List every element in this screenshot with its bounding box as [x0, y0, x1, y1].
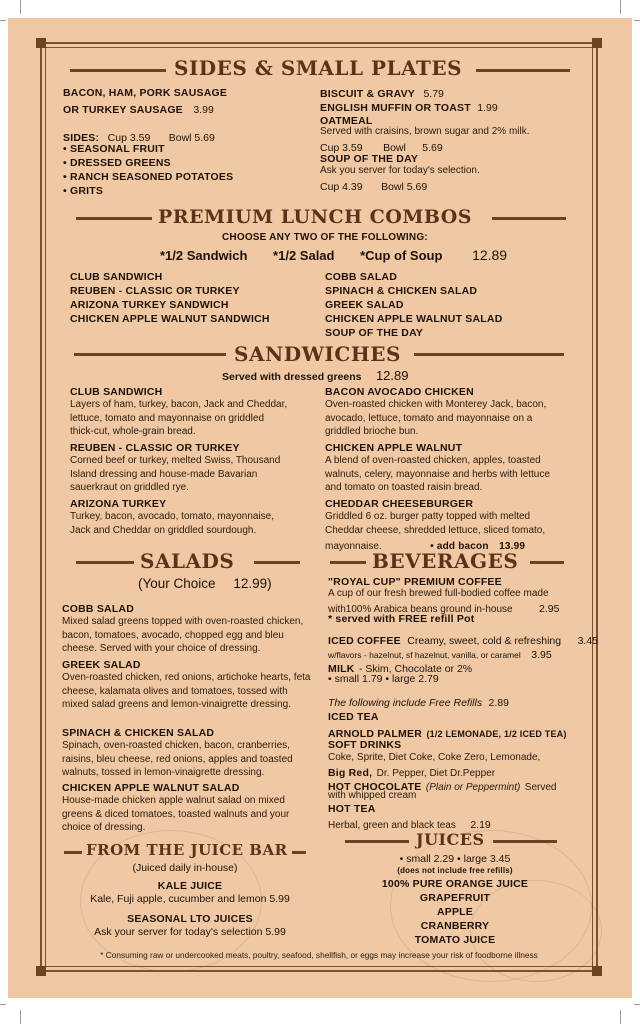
kale-juice-desc: Kale, Fuji apple, cucumber and lemon 5.99 [90, 893, 290, 905]
soft-drinks-desc: Coke, Sprite, Diet Coke, Coke Zero, Lemonade, [328, 752, 541, 763]
salad-desc: Mixed salad greens topped with oven-roasted chicken, bacon, tomatoes, avocado, chopped egg and bleu cheese. Served with your choice of dressing. [62, 616, 304, 654]
hot-tea: HOT TEA [328, 803, 376, 815]
big-red: Big Red, [328, 767, 373, 779]
sandwich-name: REUBEN - CLASSIC OR TURKEY [70, 442, 240, 454]
soup-bowl: Bowl 5.69 [381, 181, 428, 193]
juice-bar-title: FROM THE JUICE BAR [86, 841, 288, 859]
arnold-palmer-desc: (1/2 LEMONADE, 1/2 ICED TEA) [426, 729, 567, 739]
combo-right-item: SPINACH & CHICKEN SALAD [325, 285, 478, 297]
combo-right-item: COBB SALAD [325, 271, 397, 283]
arnold-palmer: ARNOLD PALMER [328, 728, 422, 740]
hot-chocolate-desc-2: with whipped cream [328, 790, 417, 801]
side-item: • RANCH SEASONED POTATOES [63, 171, 234, 183]
sides-title: SIDES & SMALL PLATES [174, 56, 463, 80]
crop-mark [0, 1004, 6, 1005]
salads-title: SALADS [140, 549, 235, 573]
heading-rule [530, 561, 564, 564]
bacon-price: 3.99 [193, 104, 214, 116]
oatmeal: OATMEAL [320, 115, 373, 127]
juice-item: APPLE [436, 906, 473, 918]
combo-left-item: REUBEN - CLASSIC OR TURKEY [70, 285, 240, 297]
sandwich-name: CHICKEN APPLE WALNUT [325, 442, 463, 454]
seasonal-lto-desc: Ask your server for today's selection 5.99 [94, 926, 286, 938]
sides-cup-price: Cup 3.59 [107, 132, 151, 144]
combo-option-salad: *1/2 Salad [273, 248, 335, 263]
combo-right-item: CHICKEN APPLE WALNUT SALAD [325, 313, 503, 325]
corner-ornament [592, 966, 602, 976]
salad-desc: House-made chicken apple walnut salad on mixed greens & diced tomatoes, toasted walnuts and your choice of dressing. [62, 795, 290, 833]
heading-rule [476, 69, 570, 72]
juices-note: (does not include free refills) [397, 866, 513, 875]
coffee-desc-2: with100% Arabica beans ground in-house [328, 604, 513, 615]
side-item: • SEASONAL FRUIT [63, 143, 165, 155]
combos-title: PREMIUM LUNCH COMBOS [158, 206, 473, 228]
heading-rule [76, 561, 134, 564]
flavors-price: 3.95 [531, 649, 552, 661]
heading-rule [345, 840, 409, 843]
sandwich-name: CLUB SANDWICH [70, 386, 163, 398]
combos-subtitle: CHOOSE ANY TWO OF THE FOLLOWING: [222, 232, 428, 243]
add-bacon-price: 13.99 [499, 541, 526, 552]
hot-chocolate-desc: Served [524, 782, 557, 793]
muffin-price: 1.99 [477, 102, 498, 114]
combo-price: 12.89 [472, 247, 508, 263]
sandwich-name: CHEDDAR CHEESEBURGER [325, 498, 474, 510]
milk-sizes: • small 1.79 • large 2.79 [328, 673, 439, 685]
iced-coffee-price: 3.45 [577, 635, 599, 647]
combo-right-item: GREEK SALAD [325, 299, 404, 311]
crop-mark [0, 20, 6, 21]
add-bacon: • add bacon [430, 541, 489, 552]
biscuit-price: 5.79 [423, 88, 444, 100]
beverages-title: BEVERAGES [372, 549, 519, 573]
juices-sizes: • small 2.29 • large 3.45 [399, 853, 511, 865]
heading-rule [254, 561, 300, 564]
crop-mark [20, 1010, 21, 1024]
iced-coffee-desc: Creamy, sweet, cold & refreshing [407, 635, 562, 647]
corner-ornament [36, 966, 46, 976]
heading-rule [492, 217, 566, 220]
salad-desc: Oven-roasted chicken, red onions, artichoke hearts, feta cheese, kalamata olives and tomatoes, tossed with mixed salad greens and lemon-vinaigrette dressing. [62, 672, 311, 710]
salad-name: CHICKEN APPLE WALNUT SALAD [62, 782, 240, 794]
hot-tea-desc: Herbal, green and black teas [328, 820, 456, 831]
crop-mark [620, 0, 621, 14]
sandwich-desc: Layers of ham, turkey, bacon, Jack and Cheddar, lettuce, tomato and mayonnaise on griddled thick-cut, whole-grain bread. [70, 399, 288, 437]
heading-rule [64, 851, 82, 854]
allergen-disclaimer: * Consuming raw or undercooked meats, poultry, seafood, shellfish, or eggs may increase your risk of foodborne illness [100, 950, 538, 960]
sides-bowl-price: Bowl 5.69 [168, 132, 215, 144]
iced-tea: ICED TEA [328, 711, 379, 723]
hot-chocolate-flavors: (Plain or Peppermint) [425, 782, 521, 793]
oatmeal-cup: Cup 3.59 [320, 142, 363, 154]
oatmeal-bowl: Bowl [383, 142, 406, 154]
heading-rule [330, 561, 366, 564]
juice-bar-subtitle: (Juiced daily in-house) [132, 862, 238, 874]
soft-drinks-desc-2: Dr. Pepper, Diet Dr.Pepper [376, 768, 496, 779]
salads-price: 12.99) [233, 576, 272, 591]
juice-item: GRAPEFRUIT [419, 892, 491, 904]
bacon-line-2: OR TURKEY SAUSAGE [63, 104, 183, 116]
coffee-refill: * served with FREE refill Pot [328, 613, 475, 625]
combo-left-item: CLUB SANDWICH [70, 271, 163, 283]
juice-item: TOMATO JUICE [414, 934, 496, 946]
sandwich-desc: Turkey, bacon, avocado, tomato, mayonnaise, Jack and Cheddar on griddled sourdough. [70, 511, 274, 536]
sandwich-desc: Griddled 6 oz. burger patty topped with melted Cheddar cheese, shredded lettuce, sliced tomato, [325, 511, 546, 536]
sandwich-desc: Oven-roasted chicken with Monterey Jack, bacon, avocado, lettuce, tomato and mayonnaise on a griddled brioche bun. [325, 399, 547, 437]
heading-rule [76, 217, 152, 220]
sandwiches-title: SANDWICHES [234, 342, 401, 366]
soup-cup: Cup 4.39 [320, 181, 363, 193]
salads-subtitle: (Your Choice [138, 576, 216, 591]
salad-name: COBB SALAD [62, 603, 134, 615]
salad-desc: Spinach, oven-roasted chicken, bacon, cranberries, raisins, bleu cheese, red onions, apples and toasted walnuts, tossed in lemon-vinaigrette dressing. [62, 740, 293, 778]
hot-tea-price: 2.19 [470, 819, 491, 831]
sandwich-desc: Corned beef or turkey, melted Swiss, Thousand Island dressing and house-made Bavarian sauerkraut on griddled rye. [70, 455, 281, 493]
sides-label: SIDES: [63, 132, 100, 144]
sandwich-name: BACON AVOCADO CHICKEN [325, 386, 474, 398]
crop-mark [20, 0, 21, 14]
heading-rule [74, 353, 226, 356]
biscuit-gravy: BISCUIT & GRAVY [320, 88, 415, 100]
seasonal-lto: SEASONAL LTO JUICES [127, 913, 253, 925]
heading-rule [414, 353, 564, 356]
combo-option-sandwich: *1/2 Sandwich [160, 248, 248, 263]
heading-rule [70, 69, 166, 72]
crop-mark [620, 1010, 621, 1024]
iced-coffee: ICED COFFEE [328, 635, 401, 647]
kale-juice: KALE JUICE [157, 880, 223, 892]
flavors: w/flavors - hazelnut, sf hazelnut, vanilla, or caramel [328, 650, 521, 660]
soft-drinks: SOFT DRINKS [328, 739, 402, 751]
heading-rule [292, 851, 306, 854]
heading-rule [493, 840, 557, 843]
sandwich-desc: A blend of oven-roasted chicken, apples, toasted walnuts, celery, mayonnaise and herbs with lettuce and tomato on toasted raisin bread. [325, 455, 550, 493]
juice-item: CRANBERRY [420, 920, 490, 932]
crop-mark [634, 20, 640, 21]
combo-option-soup: *Cup of Soup [360, 248, 443, 263]
refills-price: 2.89 [488, 697, 509, 709]
juice-item: 100% PURE ORANGE JUICE [381, 878, 529, 890]
combo-right-item: SOUP OF THE DAY [325, 327, 424, 339]
bacon-line-1: BACON, HAM, PORK SAUSAGE [63, 87, 228, 99]
side-item: • GRITS [63, 185, 104, 197]
english-muffin: ENGLISH MUFFIN OR TOAST [320, 102, 471, 114]
sandwich-name: ARIZONA TURKEY [70, 498, 167, 510]
crop-mark [634, 1004, 640, 1005]
corner-ornament [36, 38, 46, 48]
sandwiches-price: 12.89 [375, 368, 409, 383]
juices-title: JUICES [416, 830, 485, 849]
combo-left-item: CHICKEN APPLE WALNUT SANDWICH [70, 313, 270, 325]
refills-note: The following include Free Refills [328, 697, 483, 709]
coffee-name: "ROYAL CUP" PREMIUM COFFEE [328, 576, 502, 588]
salad-name: SPINACH & CHICKEN SALAD [62, 727, 215, 739]
milk: MILK [328, 663, 355, 675]
corner-ornament [592, 38, 602, 48]
salad-name: GREEK SALAD [62, 659, 141, 671]
coffee-desc: A cup of our fresh brewed full-bodied coffee made [328, 588, 549, 599]
coffee-price: 2.95 [539, 603, 560, 615]
hot-chocolate: HOT CHOCOLATE [328, 781, 422, 793]
soup-of-day: SOUP OF THE DAY [320, 153, 419, 165]
sandwiches-subtitle: Served with dressed greens [222, 371, 362, 383]
oatmeal-desc: Served with craisins, brown sugar and 2% milk. [320, 126, 530, 137]
soup-desc: Ask you server for today's selection. [320, 165, 480, 176]
milk-desc: - Skim, Chocolate or 2% [358, 663, 473, 675]
side-item: • DRESSED GREENS [63, 157, 171, 169]
combo-left-item: ARIZONA TURKEY SANDWICH [70, 299, 229, 311]
oatmeal-bowl-price: 5.69 [422, 142, 443, 154]
cheddar-desc-end: mayonnaise. [325, 541, 382, 552]
